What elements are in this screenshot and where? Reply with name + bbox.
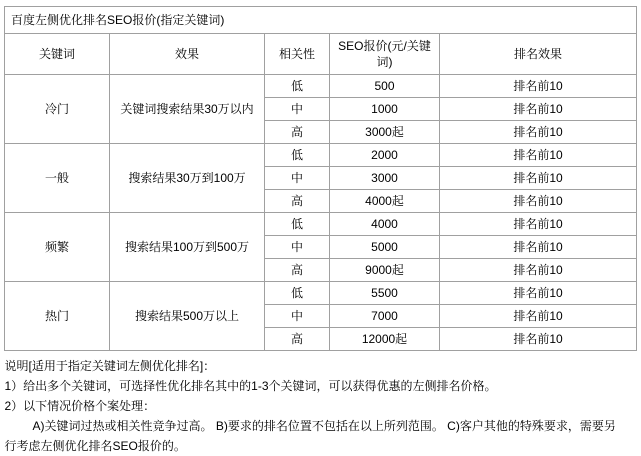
cell-result: 排名前10 [440,98,637,121]
cell-result: 排名前10 [440,144,637,167]
cell-relevance: 低 [265,144,330,167]
group-keyword: 频繁 [5,213,110,282]
table-row [5,213,637,236]
group-effect: 搜索结果30万到100万 [110,144,265,213]
cell-result: 排名前10 [440,190,637,213]
cell-relevance: 低 [265,213,330,236]
cell-relevance: 中 [265,236,330,259]
seo-pricing-table [4,6,637,351]
cell-price: 5500 [330,282,440,305]
cell-price: 3000起 [330,121,440,144]
cell-price: 4000 [330,213,440,236]
table-row [5,144,637,167]
cell-price: 5000 [330,236,440,259]
cell-price: 3000 [330,167,440,190]
cell-price: 9000起 [330,259,440,282]
column-header-effect: 效果 [110,34,265,75]
cell-result: 排名前10 [440,213,637,236]
notes-line-3: A)关键词过热或相关性竞争过高。 B)要求的排名位置不包括在以上所列范围。 C)客户其他的特殊要求，需要另 [32,419,616,433]
cell-price: 1000 [330,98,440,121]
cell-result: 排名前10 [440,236,637,259]
cell-price: 500 [330,75,440,98]
column-header-price: SEO报价(元/关键词) [330,34,440,75]
group-effect: 搜索结果500万以上 [110,282,265,351]
notes-line-1: 1）给出多个关键词，可选择性优化排名其中的1-3个关键词，可以获得优惠的左侧排名价格。 [4,379,497,393]
cell-result: 排名前10 [440,328,637,351]
cell-price: 12000起 [330,328,440,351]
column-header-result: 排名效果 [440,34,637,75]
cell-relevance: 高 [265,328,330,351]
column-header-relevance: 相关性 [265,34,330,75]
cell-relevance: 低 [265,75,330,98]
notes-heading: 说明[适用于指定关键词左侧优化排名]： [4,359,216,373]
table-body [5,7,637,351]
cell-relevance: 高 [265,259,330,282]
cell-relevance: 高 [265,190,330,213]
group-keyword: 热门 [5,282,110,351]
cell-result: 排名前10 [440,121,637,144]
table-row [5,282,637,305]
table-title-row [5,7,637,34]
cell-price: 7000 [330,305,440,328]
cell-price: 2000 [330,144,440,167]
group-keyword: 一般 [5,144,110,213]
cell-result: 排名前10 [440,305,637,328]
group-effect: 搜索结果100万到500万 [110,213,265,282]
cell-relevance: 中 [265,98,330,121]
table-title: 百度左侧优化排名SEO报价(指定关键词) [5,7,637,34]
notes-line-4: 行考虑左侧优化排名SEO报价的。 [4,439,186,453]
cell-price: 4000起 [330,190,440,213]
group-effect: 关键词搜索结果30万以内 [110,75,265,144]
cell-relevance: 低 [265,282,330,305]
cell-result: 排名前10 [440,282,637,305]
column-header-keyword: 关键词 [5,34,110,75]
cell-result: 排名前10 [440,75,637,98]
notes-section [5,357,637,456]
table-row [5,75,637,98]
group-keyword: 冷门 [5,75,110,144]
cell-relevance: 高 [265,121,330,144]
cell-relevance: 中 [265,305,330,328]
cell-result: 排名前10 [440,167,637,190]
cell-result: 排名前10 [440,259,637,282]
cell-relevance: 中 [265,167,330,190]
table-header-row [5,34,637,75]
notes-line-2: 2）以下情况价格个案处理： [4,399,156,413]
